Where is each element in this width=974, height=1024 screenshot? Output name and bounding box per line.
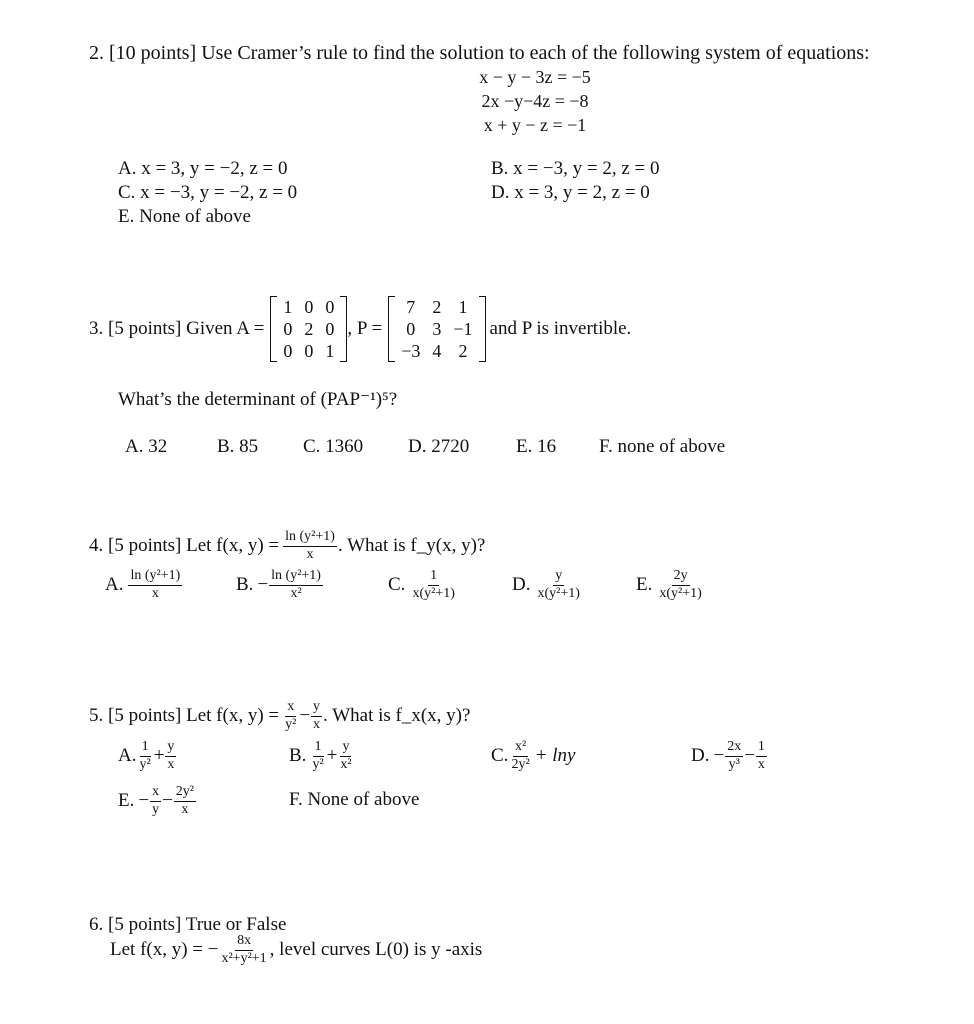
matrix-p bbox=[388, 296, 485, 362]
q2-choice-a: A. x = 3, y = −2, z = 0 bbox=[118, 158, 288, 179]
matrix-p-cell: 0 bbox=[406, 319, 416, 339]
q4-choice-b bbox=[236, 569, 324, 601]
q5-choice-d-label: D. bbox=[691, 745, 710, 767]
q4-choice-label: E. bbox=[636, 574, 653, 596]
q4-choice-sign: − bbox=[257, 574, 269, 596]
q4-prefix: 4. [5 points] Let f(x, y) = bbox=[89, 535, 280, 557]
q4-choice-denominator: x(y²+1) bbox=[659, 585, 702, 601]
q5-choice-b-op: + bbox=[326, 745, 338, 767]
q4-choice-denominator: x(y²+1) bbox=[537, 585, 580, 601]
matrix-a bbox=[270, 296, 347, 362]
q4-function-denominator: x bbox=[306, 546, 314, 562]
q2-equations bbox=[455, 65, 615, 137]
q4-choice-d bbox=[512, 569, 583, 601]
q6-fraction-numerator: 8x bbox=[235, 934, 253, 951]
matrix-a-cell: 0 bbox=[325, 319, 335, 339]
q5-choice-d-term1-den: y³ bbox=[728, 756, 740, 772]
q5-choice-c bbox=[491, 740, 575, 772]
q5-choice-b-term1-den: y² bbox=[312, 756, 324, 772]
q5-function-term1-denominator: y² bbox=[285, 716, 297, 732]
matrix-p-cell: −1 bbox=[453, 319, 473, 339]
q4-choice-label: D. bbox=[512, 574, 531, 596]
q4-choice-fraction bbox=[269, 569, 323, 601]
q2-equation-3: x + y − z = −1 bbox=[483, 115, 587, 135]
q5-choice-a-term1 bbox=[137, 740, 152, 772]
q3-suffix: and P is invertible. bbox=[489, 318, 632, 340]
q5-choice-a-term2 bbox=[165, 740, 176, 772]
q4-choice-denominator: x(y²+1) bbox=[412, 585, 455, 601]
q3-choice-d: D. 2720 bbox=[408, 436, 470, 457]
q5-choice-e-term2 bbox=[174, 785, 196, 817]
q3-choice-a: A. 32 bbox=[125, 436, 168, 457]
matrix-p-cell: −3 bbox=[401, 341, 421, 361]
q4-choice-e bbox=[636, 569, 705, 601]
matrix-a-cell: 2 bbox=[304, 319, 314, 339]
q5-choice-b bbox=[289, 740, 355, 772]
q5-choice-f: F. None of above bbox=[289, 789, 420, 810]
q4-choice-label: C. bbox=[388, 574, 406, 596]
matrix-a-cell: 0 bbox=[304, 341, 314, 361]
q5-function-term1 bbox=[283, 700, 298, 732]
q5-choice-a-term1-num: 1 bbox=[140, 740, 151, 757]
matrix-a-cell: 1 bbox=[325, 341, 335, 361]
q3-question: What’s the determinant of (PAP⁻¹)⁵? bbox=[118, 389, 398, 410]
q5-choice-c-term1 bbox=[509, 740, 531, 772]
q3-choice-c: C. 1360 bbox=[303, 436, 364, 457]
q5-choice-d bbox=[691, 740, 768, 772]
q5-choice-e-term1-num: x bbox=[150, 785, 161, 802]
q5-function-term2-denominator: x bbox=[313, 716, 321, 732]
q5-choice-b-label: B. bbox=[289, 745, 307, 767]
q4-choice-denominator: x bbox=[151, 585, 159, 601]
matrix-p-cell: 1 bbox=[458, 297, 468, 317]
q5-question: . What is f_x(x, y)? bbox=[323, 705, 471, 727]
q5-choice-a-term1-den: y² bbox=[139, 756, 151, 772]
q4-choice-label: B. bbox=[236, 574, 254, 596]
q5-function-term2-numerator: y bbox=[311, 700, 322, 717]
matrix-a-cell: 0 bbox=[283, 341, 293, 361]
q4-choice-denominator: x² bbox=[290, 585, 302, 601]
q5-prefix: 5. [5 points] Let f(x, y) = bbox=[89, 705, 280, 727]
q4-statement bbox=[89, 530, 485, 562]
q6-suffix: , level curves L(0) is y -axis bbox=[269, 939, 483, 961]
q4-choice-fraction bbox=[128, 569, 182, 601]
q4-function-fraction bbox=[283, 530, 337, 562]
q4-choice-c bbox=[388, 569, 458, 601]
q4-choice-fraction bbox=[410, 569, 456, 601]
matrix-p-cell: 7 bbox=[406, 297, 416, 317]
matrix-p-cell: 4 bbox=[432, 341, 442, 361]
matrix-a-cell: 0 bbox=[304, 297, 314, 317]
q5-choice-a-term2-den: x bbox=[167, 756, 175, 772]
q3-prefix: 3. [5 points] Given A = bbox=[89, 318, 265, 340]
matrix-a-cell: 1 bbox=[283, 297, 293, 317]
q5-choice-c-label: C. bbox=[491, 745, 509, 767]
q5-choice-d-term2 bbox=[756, 740, 767, 772]
q4-function-numerator: ln (y²+1) bbox=[283, 530, 337, 547]
q5-statement bbox=[89, 700, 470, 732]
matrix-a-cell: 0 bbox=[283, 319, 293, 339]
q5-choice-e-sign: − bbox=[138, 790, 150, 812]
q5-choice-d-term2-den: x bbox=[757, 756, 765, 772]
q3-statement bbox=[89, 296, 631, 362]
q3-choice-b: B. 85 bbox=[217, 436, 259, 457]
q5-choice-e-term2-num: 2y² bbox=[174, 785, 196, 802]
q3-mid: , P = bbox=[347, 318, 383, 340]
q4-choice-label: A. bbox=[105, 574, 124, 596]
q5-choice-b-term1-num: 1 bbox=[313, 740, 324, 757]
q5-choice-d-op: − bbox=[744, 745, 755, 767]
q3-choice-e: E. 16 bbox=[516, 436, 557, 457]
matrix-a-cell: 0 bbox=[325, 297, 335, 317]
q5-choice-e-term1-den: y bbox=[152, 801, 160, 817]
q2-choice-b: B. x = −3, y = 2, z = 0 bbox=[491, 158, 660, 179]
q5-choice-e-term1 bbox=[150, 785, 161, 817]
q2-choice-e: E. None of above bbox=[118, 206, 251, 227]
q5-choice-c-term1-den: 2y² bbox=[511, 756, 530, 772]
q4-choice-fraction bbox=[657, 569, 703, 601]
q5-choice-d-term2-num: 1 bbox=[756, 740, 767, 757]
q5-choice-d-term1-num: 2x bbox=[725, 740, 743, 757]
q5-function-term2 bbox=[311, 700, 322, 732]
q2-equation-2: 2x −y−4z = −8 bbox=[481, 91, 589, 111]
q5-choice-a bbox=[118, 740, 177, 772]
q4-choice-numerator: ln (y²+1) bbox=[269, 569, 323, 586]
q4-choice-numerator: y bbox=[553, 569, 564, 586]
q6-statement bbox=[110, 934, 482, 966]
q5-choice-a-term2-num: y bbox=[165, 740, 176, 757]
q4-choice-a bbox=[105, 569, 183, 601]
q4-choice-fraction bbox=[535, 569, 581, 601]
q3-choice-f: F. none of above bbox=[599, 436, 726, 457]
q5-choice-e bbox=[118, 785, 197, 817]
q5-function-term1-numerator: x bbox=[285, 700, 296, 717]
q5-choice-e-label: E. bbox=[118, 790, 135, 812]
q2-header: 2. [10 points] Use Cramer’s rule to find the solution to each of the following system of equations: bbox=[89, 42, 870, 64]
q4-choice-numerator: 1 bbox=[428, 569, 439, 586]
q2-choice-c: C. x = −3, y = −2, z = 0 bbox=[118, 182, 298, 203]
q5-function-operator: − bbox=[299, 705, 311, 727]
q5-choice-c-tail: + lny bbox=[534, 745, 576, 767]
q5-choice-e-op: − bbox=[162, 790, 173, 812]
q5-choice-b-term2-num: y bbox=[340, 740, 351, 757]
q5-choice-d-term1 bbox=[725, 740, 743, 772]
q5-choice-a-label: A. bbox=[118, 745, 137, 767]
q5-choice-c-term1-num: x² bbox=[513, 740, 528, 757]
q4-choice-numerator: ln (y²+1) bbox=[128, 569, 182, 586]
q5-choice-b-term2 bbox=[338, 740, 353, 772]
q5-choice-a-op: + bbox=[153, 745, 165, 767]
q4-question: . What is f_y(x, y)? bbox=[337, 535, 486, 557]
q5-choice-b-term2-den: x² bbox=[340, 756, 352, 772]
q6-fraction bbox=[219, 934, 268, 966]
q2-equation-1: x − y − 3z = −5 bbox=[479, 67, 591, 87]
q5-choice-b-term1 bbox=[310, 740, 325, 772]
q5-choice-e-term2-den: x bbox=[181, 801, 189, 817]
q6-header: 6. [5 points] True or False bbox=[89, 914, 287, 935]
q6-prefix: Let f(x, y) = − bbox=[110, 939, 219, 961]
q5-choice-d-sign: − bbox=[713, 745, 725, 767]
q6-fraction-denominator: x²+y²+1 bbox=[221, 950, 267, 966]
q2-choice-d: D. x = 3, y = 2, z = 0 bbox=[491, 182, 650, 203]
matrix-p-cell: 2 bbox=[458, 341, 468, 361]
matrix-p-cell: 2 bbox=[432, 297, 442, 317]
matrix-p-cell: 3 bbox=[432, 319, 442, 339]
q4-choice-numerator: 2y bbox=[672, 569, 690, 586]
